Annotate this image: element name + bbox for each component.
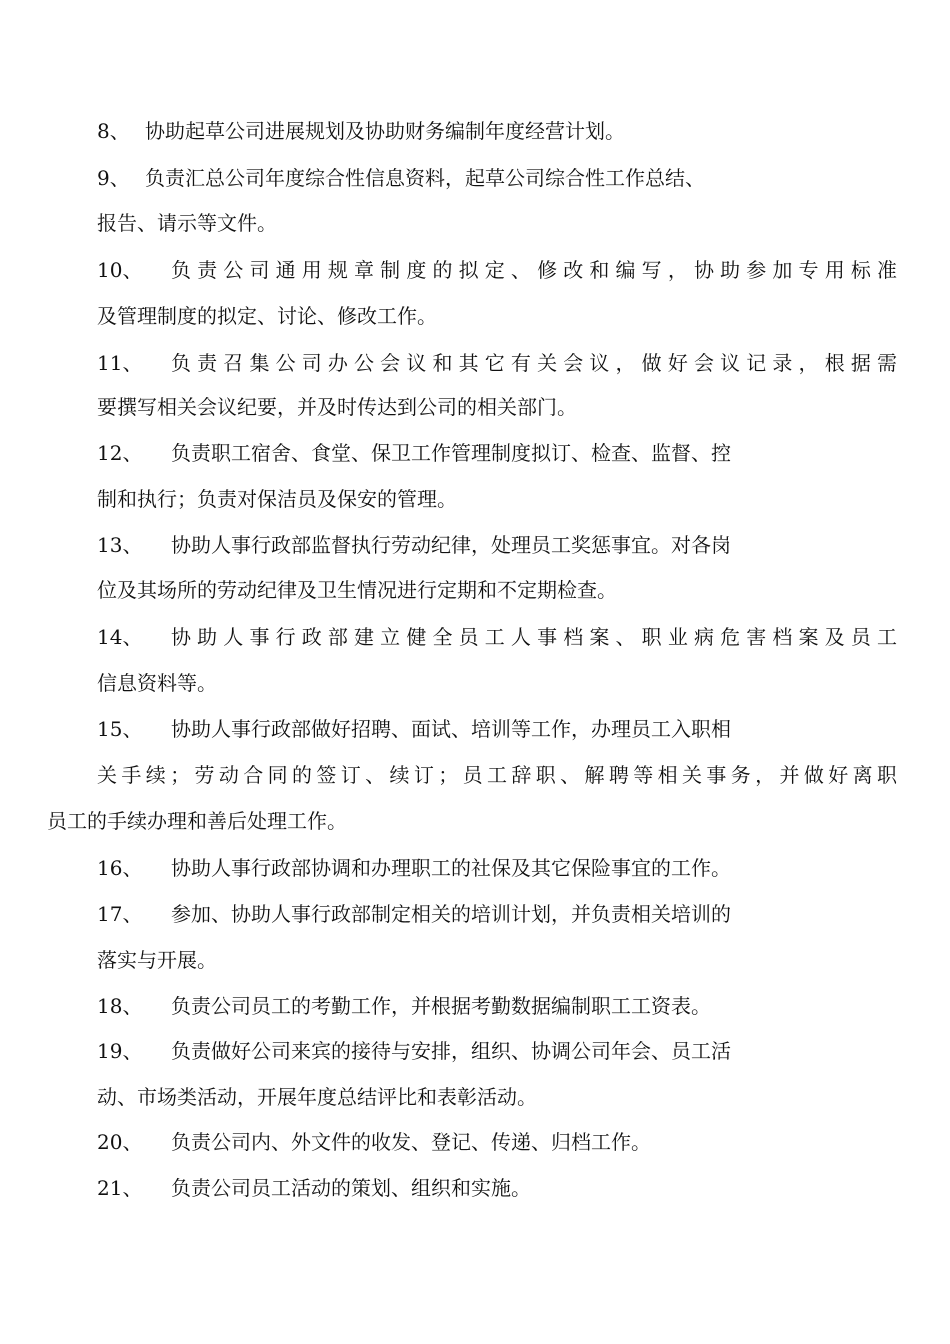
list-item-11-continued: 要撰写相关会议纪要，并及时传达到公司的相关部门。: [97, 395, 577, 419]
item-number: 18、: [97, 994, 143, 1018]
item-text: 协助人事行政部协调和办理职工的社保及其它保险事宜的工作。: [171, 856, 731, 880]
item-text: 负责召集公司办公会议和其它有关会议，做好会议记录，根据需: [171, 351, 897, 375]
item-number: 14、: [97, 625, 143, 649]
item-text: 协助人事行政部监督执行劳动纪律，处理员工奖惩事宜。对各岗: [171, 533, 731, 557]
item-text: 负责汇总公司年度综合性信息资料，起草公司综合性工作总结、: [145, 166, 705, 190]
list-item-19: [97, 1038, 731, 1064]
item-text: 协助起草公司进展规划及协助财务编制年度经营计划。: [145, 119, 625, 143]
list-item-14: [97, 624, 897, 650]
list-item-13-continued: 位及其场所的劳动纪律及卫生情况进行定期和不定期检查。: [97, 578, 617, 602]
item-number: 10、: [97, 258, 143, 282]
list-item-15-continued: 关手续；劳动合同的签订、续订；员工辞职、解聘等相关事务，并做好离职: [97, 763, 897, 787]
item-number: 9、: [97, 166, 130, 190]
item-text: 负责公司员工的考勤工作，并根据考勤数据编制职工工资表。: [171, 994, 711, 1018]
list-item-11: [97, 350, 897, 376]
item-number: 13、: [97, 533, 143, 557]
item-text: 参加、协助人事行政部制定相关的培训计划，并负责相关培训的: [171, 902, 731, 926]
item-number: 16、: [97, 856, 143, 880]
list-item-10-continued: 及管理制度的拟定、讨论、修改工作。: [97, 304, 437, 328]
item-text: 协助人事行政部做好招聘、面试、培训等工作，办理员工入职相: [171, 717, 731, 741]
item-number: 20、: [97, 1130, 143, 1154]
list-item-17-continued: 落实与开展。: [97, 948, 217, 972]
item-text: 负责职工宿舍、食堂、保卫工作管理制度拟订、检查、监督、控: [171, 441, 731, 465]
item-number: 19、: [97, 1039, 143, 1063]
item-text: 协助人事行政部建立健全员工人事档案、职业病危害档案及员工: [171, 625, 897, 649]
list-item-9-continued: 报告、请示等文件。: [97, 211, 277, 235]
item-number: 11、: [97, 351, 143, 375]
item-number: 15、: [97, 717, 143, 741]
item-number: 21、: [97, 1176, 143, 1200]
item-number: 12、: [97, 441, 143, 465]
list-item-9: [97, 165, 705, 191]
item-text: 负责公司通用规章制度的拟定、修改和编写，协助参加专用标准: [171, 258, 897, 282]
list-item-21: [97, 1175, 531, 1201]
list-item-8: [97, 118, 625, 144]
list-item-13: [97, 532, 731, 558]
item-number: 17、: [97, 902, 143, 926]
list-item-15-continued-2: 员工的手续办理和善后处理工作。: [47, 809, 347, 833]
list-item-16: [97, 855, 731, 881]
list-item-15: [97, 716, 731, 742]
list-item-17: [97, 901, 731, 927]
list-item-14-continued: 信息资料等。: [97, 671, 217, 695]
list-item-18: [97, 993, 711, 1019]
item-number: 8、: [97, 119, 130, 143]
item-text: 负责公司内、外文件的收发、登记、传递、归档工作。: [171, 1130, 651, 1154]
list-item-20: [97, 1129, 651, 1155]
item-text: 负责做好公司来宾的接待与安排，组织、协调公司年会、员工活: [171, 1039, 731, 1063]
list-item-12: [97, 440, 731, 466]
list-item-12-continued: 制和执行；负责对保洁员及保安的管理。: [97, 487, 457, 511]
list-item-19-continued: 动、市场类活动，开展年度总结评比和表彰活动。: [97, 1085, 537, 1109]
item-text: 负责公司员工活动的策划、组织和实施。: [171, 1176, 531, 1200]
list-item-10: [97, 257, 897, 283]
